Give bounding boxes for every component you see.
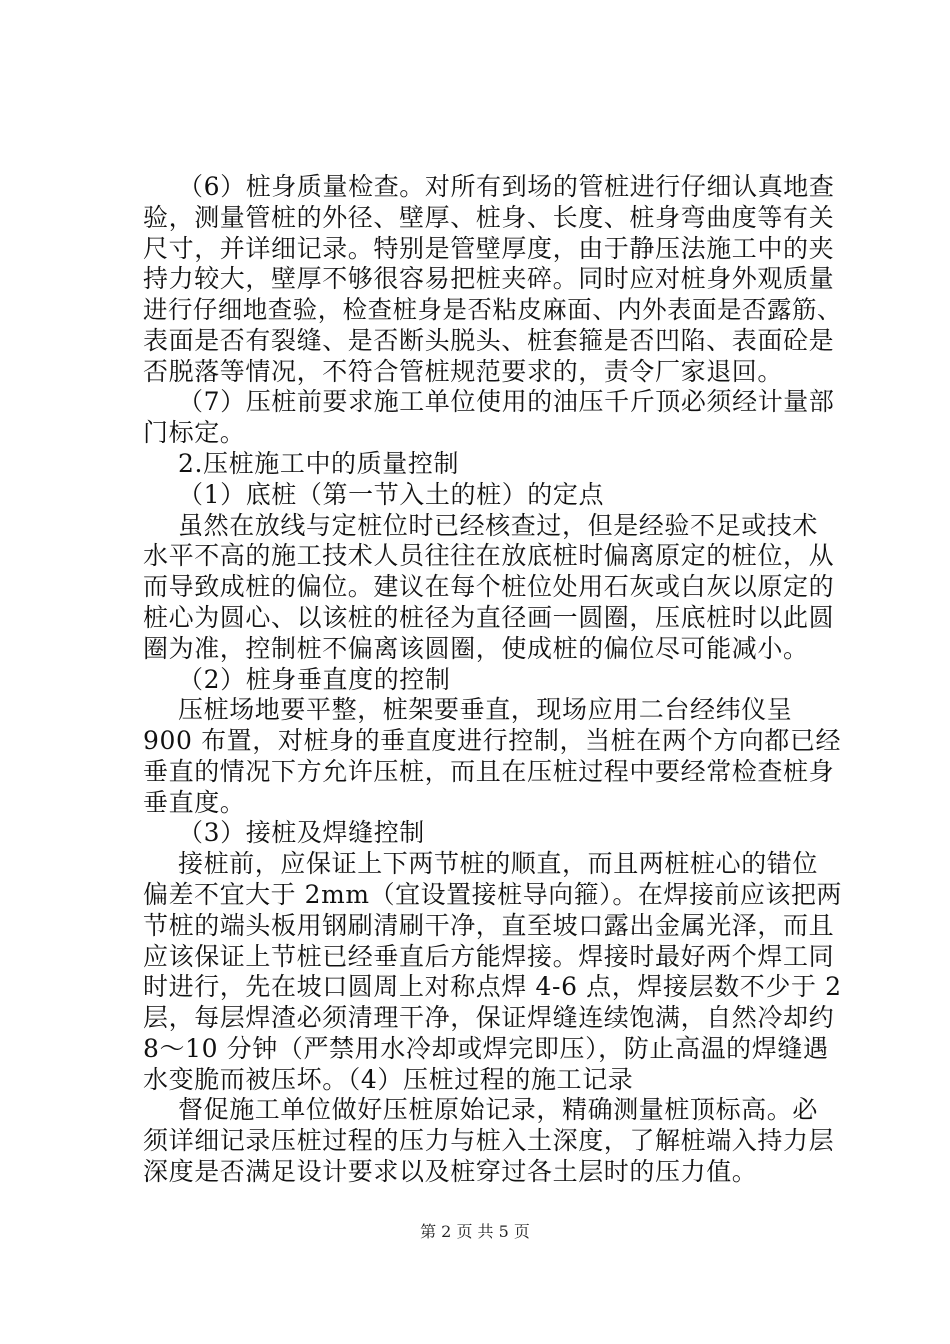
text-line: 水变脆而被压坏。（4）压桩过程的施工记录 bbox=[143, 1065, 634, 1094]
text-line: 应该保证上节桩已经垂直后方能焊接。焊接时最好两个焊工同 bbox=[143, 942, 835, 971]
text-line: （7）压桩前要求施工单位使用的油压千斤顶必须经计量部 bbox=[178, 387, 835, 416]
text-line: 节桩的端头板用钢刷清刷干净，直至坡口露出金属光泽，而且 bbox=[143, 911, 835, 940]
text-line: 督促施工单位做好压桩原始记录，精确测量桩顶标高。必 bbox=[178, 1095, 819, 1124]
text-line: 须详细记录压桩过程的压力与桩入土深度，了解桩端入持力层 bbox=[143, 1126, 835, 1155]
text-line: 尺寸，并详细记录。特别是管壁厚度，由于静压法施工中的夹 bbox=[143, 234, 835, 263]
text-line: 偏差不宜大于 2mm（宜设置接桩导向箍）。在焊接前应该把两 bbox=[143, 880, 843, 909]
text-line: 接桩前，应保证上下两节桩的顺直，而且两桩桩心的错位 bbox=[178, 849, 819, 878]
text-line: 900 布置，对桩身的垂直度进行控制，当桩在两个方向都已经 bbox=[143, 726, 842, 755]
text-line: 进行仔细地查验，检查桩身是否粘皮麻面、内外表面是否露筋、 bbox=[143, 295, 842, 324]
text-line: 垂直的情况下方允许压桩，而且在压桩过程中要经常检查桩身 bbox=[143, 757, 835, 786]
page-footer: 第 2 页 共 5 页 bbox=[420, 1222, 530, 1241]
text-line: 圈为准，控制桩不偏离该圆圈，使成桩的偏位尽可能减小。 bbox=[143, 634, 809, 663]
text-line: 深度是否满足设计要求以及桩穿过各土层时的压力值。 bbox=[143, 1157, 758, 1186]
text-line: 垂直度。 bbox=[143, 788, 246, 817]
subsection-heading: （3）接桩及焊缝控制 bbox=[178, 818, 425, 847]
text-line: 水平不高的施工技术人员往往在放底桩时偏离原定的桩位，从 bbox=[143, 541, 835, 570]
text-line: 8～10 分钟（严禁用水冷却或焊完即压），防止高温的焊缝遇 bbox=[143, 1034, 829, 1063]
text-line: 桩心为圆心、以该桩的桩径为直径画一圆圈，压底桩时以此圆 bbox=[143, 603, 835, 632]
text-line: 门标定。 bbox=[143, 418, 246, 447]
text-line: 层，每层焊渣必须清理干净，保证焊缝连续饱满，自然冷却约 bbox=[143, 1003, 835, 1032]
subsection-heading: （2）桩身垂直度的控制 bbox=[178, 665, 451, 694]
subsection-heading: （1）底桩（第一节入土的桩）的定点 bbox=[178, 480, 605, 509]
text-line: 时进行，先在坡口圆周上对称点焊 4-6 点，焊接层数不少于 2 bbox=[143, 972, 842, 1001]
section-heading: 2.压桩施工中的质量控制 bbox=[178, 449, 460, 478]
text-line: （6）桩身质量检查。对所有到场的管桩进行仔细认真地查 bbox=[178, 172, 835, 201]
text-line: 压桩场地要平整，桩架要垂直，现场应用二台经纬仪呈 bbox=[178, 695, 793, 724]
text-line: 而导致成桩的偏位。建议在每个桩位处用石灰或白灰以原定的 bbox=[143, 572, 835, 601]
text-line: 持力较大，壁厚不够很容易把桩夹碎。同时应对桩身外观质量 bbox=[143, 264, 835, 293]
text-line: 否脱落等情况，不符合管桩规范要求的，责令厂家退回。 bbox=[143, 357, 784, 386]
text-line: 虽然在放线与定桩位时已经核查过，但是经验不足或技术 bbox=[178, 511, 819, 540]
text-line: 验，测量管桩的外径、壁厚、桩身、长度、桩身弯曲度等有关 bbox=[143, 203, 835, 232]
text-line: 表面是否有裂缝、是否断头脱头、桩套箍是否凹陷、表面砼是 bbox=[143, 326, 835, 355]
